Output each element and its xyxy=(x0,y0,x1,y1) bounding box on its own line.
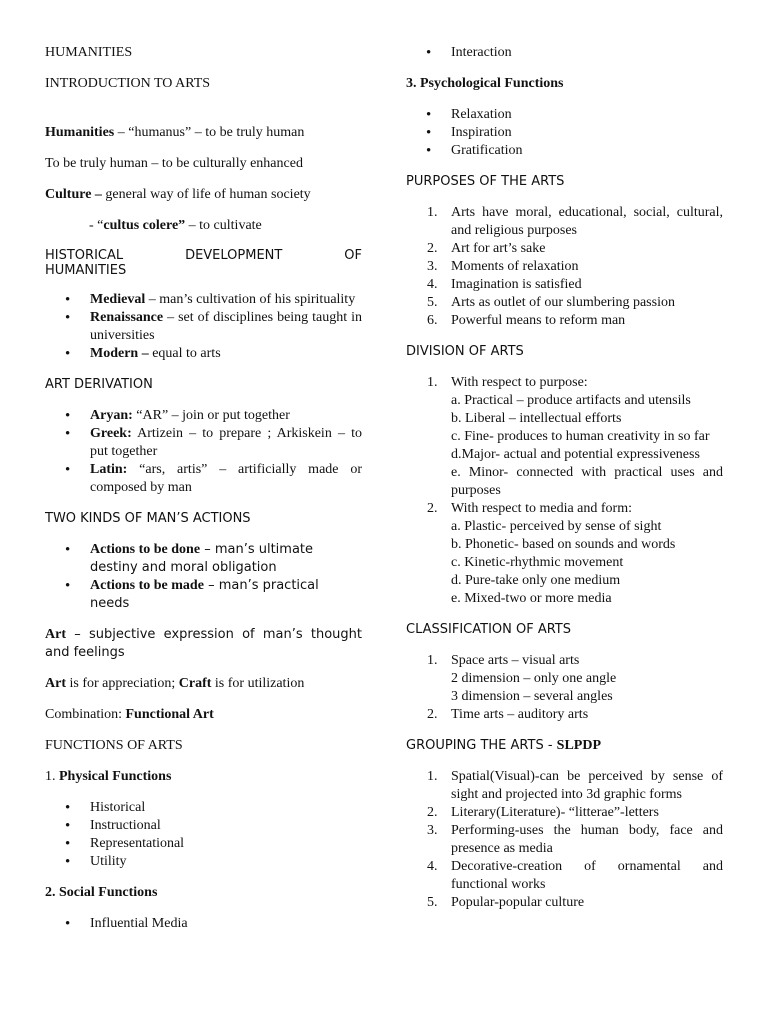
list-item: 5. Popular-popular culture xyxy=(427,895,585,910)
list-item: 6. Powerful means to reform man xyxy=(427,313,626,328)
classification-list xyxy=(406,652,723,724)
item-text: Time arts – auditory arts xyxy=(451,707,589,722)
item-term: Aryan: xyxy=(90,408,133,423)
list-item: 3. Moments of relaxation xyxy=(427,259,579,274)
list-item: • Gratification xyxy=(406,142,723,160)
list-item: 4. Decorative-creation of ornamental and functional works xyxy=(427,859,723,892)
list-item: 2. Literary(Literature)- “litterae”-letters xyxy=(427,805,659,820)
humanities-def: – “humanus” – to be truly human xyxy=(114,125,305,140)
item-term: Modern – xyxy=(90,346,149,361)
sub-item: b. Phonetic- based on sounds and words xyxy=(451,537,676,552)
appreciation-line xyxy=(45,675,362,693)
culture-term: Culture – xyxy=(45,187,102,202)
list-item: • Utility xyxy=(45,853,362,871)
list-item: 1. Arts have moral, educational, social, cultural, and religious purposes xyxy=(427,205,723,238)
combination-label: Combination: xyxy=(45,707,126,722)
sub-item: 3 dimension – several angles xyxy=(451,689,613,704)
item-term: Actions to be done xyxy=(90,542,201,557)
list-item: 5. Arts as outlet of our slumbering passion xyxy=(427,295,675,310)
item-text: Arts have moral, educational, social, cultural, and religious purposes xyxy=(451,205,723,238)
sub-item: e. Mixed-two or more media xyxy=(451,591,612,606)
art-definition xyxy=(45,626,362,662)
item-text: With respect to media and form: xyxy=(451,501,632,516)
item-def: equal to arts xyxy=(148,346,221,361)
historical-heading-word: HISTORICAL xyxy=(45,248,124,263)
culture-def: general way of life of human society xyxy=(101,187,311,202)
list-item: 2. With respect to media and form: a. Plastic- perceived by sense of sight b. Phonetic- based on sounds and words c. Kinetic-rhythmic movement d. Pure-take only one medium e. Mixed-two or more media xyxy=(406,500,723,608)
item-text: Popular-popular culture xyxy=(451,895,585,910)
list-item: 3. Performing-uses the human body, face and presence as media xyxy=(427,823,723,856)
item-def: “AR” – join or put together xyxy=(132,408,290,423)
cultus-definition xyxy=(45,217,362,235)
classification-heading: CLASSIFICATION OF ARTS xyxy=(406,622,572,637)
item-text: Art for art’s sake xyxy=(451,241,546,256)
combination-line xyxy=(45,706,362,724)
sub-item: c. Kinetic-rhythmic movement xyxy=(451,555,624,570)
historical-heading-line2: HUMANITIES xyxy=(45,263,127,278)
list-item: 4. Imagination is satisfied xyxy=(427,277,582,292)
item-def: “ars, artis” – artificially made or composed by man xyxy=(90,462,362,495)
craft-word: Craft xyxy=(178,676,212,691)
division-heading: DIVISION OF ARTS xyxy=(406,344,524,359)
actions-heading: TWO KINDS OF MAN’S ACTIONS xyxy=(45,511,251,526)
item-def: – man’s practical needs xyxy=(90,578,319,611)
sub-item: a. Plastic- perceived by sense of sight xyxy=(451,519,662,534)
list-item: • Representational xyxy=(45,835,362,853)
item-text: Powerful means to reform man xyxy=(451,313,626,328)
grouping-acronym: SLPDP xyxy=(556,738,601,753)
item-term: Latin: xyxy=(90,462,128,477)
list-item xyxy=(45,345,362,363)
cultus-term: cultus colere” xyxy=(103,218,186,233)
item-def: – man’s cultivation of his spirituality xyxy=(145,292,356,307)
item-text: Performing-uses the human body, face and presence as media xyxy=(451,823,723,856)
list-item: 2. Art for art’s sake xyxy=(427,241,546,256)
list-item: • Interaction xyxy=(406,44,723,62)
list-item xyxy=(45,461,362,497)
item-def: – set of disciplines being taught in universities xyxy=(90,310,362,343)
sub-item: a. Practical – produce artifacts and utensils xyxy=(451,393,691,408)
utilization-text: is for utilization xyxy=(211,676,305,691)
sub-item: c. Fine- produces to human creativity in so far xyxy=(451,429,710,444)
social-title: 2. Social Functions xyxy=(45,885,158,900)
left-column xyxy=(45,44,362,946)
truly-human-definition: To be truly human – to be culturally enhanced xyxy=(45,156,303,171)
item-term: Renaissance xyxy=(90,310,164,325)
item-text: Decorative-creation of ornamental and functional works xyxy=(451,859,723,892)
sub-item: 2 dimension – only one angle xyxy=(451,671,617,686)
physical-heading xyxy=(45,768,362,786)
list-item: 2. Time arts – auditory arts xyxy=(427,707,589,722)
item-text: Literary(Literature)- “litterae”-letters xyxy=(451,805,659,820)
item-def: Artizein – to prepare ; Arkiskein – to put together xyxy=(90,426,362,459)
sub-item: d.Major- actual and potential expressiveness xyxy=(451,447,700,462)
list-item: • Historical xyxy=(45,799,362,817)
item-text: Moments of relaxation xyxy=(451,259,579,274)
document-subtitle: INTRODUCTION TO ARTS xyxy=(45,76,211,91)
social-list xyxy=(45,915,362,933)
grouping-heading xyxy=(406,737,723,755)
list-item: 1. Spatial(Visual)-can be perceived by sense of sight and projected into 3d graphic forms xyxy=(427,769,723,802)
historical-heading xyxy=(45,248,362,278)
item-term: Actions to be made xyxy=(90,578,204,593)
cultus-def: – to cultivate xyxy=(185,218,262,233)
list-item xyxy=(45,291,362,309)
grouping-list xyxy=(406,768,723,912)
art-def: – subjective expression of man’s thought and feelings xyxy=(45,627,362,660)
purposes-list xyxy=(406,204,723,330)
list-item xyxy=(45,309,362,345)
item-def: – man’s ultimate destiny and moral obligation xyxy=(90,542,314,575)
art-word: Art xyxy=(45,676,66,691)
actions-list xyxy=(45,541,362,613)
list-item xyxy=(45,577,362,613)
historical-heading-word: DEVELOPMENT xyxy=(185,248,283,263)
physical-list xyxy=(45,799,362,871)
cultus-prefix: - “ xyxy=(89,218,104,233)
list-item: • Inspiration xyxy=(406,124,723,142)
social-list-continued xyxy=(406,44,723,62)
art-term: Art xyxy=(45,627,66,642)
item-text: Space arts – visual arts xyxy=(451,653,580,668)
item-term: Greek: xyxy=(90,426,132,441)
list-item: 1. With respect to purpose: a. Practical – produce artifacts and utensils b. Liberal – intellectual efforts c. Fine- produces to human creativity in so far d.Major- actual and potential expressiveness e. Minor- connected with practical uses and purposes xyxy=(427,375,723,498)
physical-number: 1. xyxy=(45,769,59,784)
purposes-heading: PURPOSES OF THE ARTS xyxy=(406,174,565,189)
social-heading xyxy=(45,884,362,902)
combination-value: Functional Art xyxy=(125,707,214,722)
sub-item: b. Liberal – intellectual efforts xyxy=(451,411,622,426)
historical-heading-word: OF xyxy=(344,248,362,263)
list-item xyxy=(45,425,362,461)
list-item: 1. Space arts – visual arts 2 dimension – only one angle 3 dimension – several angles xyxy=(406,652,723,706)
grouping-title: GROUPING THE ARTS - xyxy=(406,738,557,753)
humanities-term: Humanities xyxy=(45,125,115,140)
list-item: • Influential Media xyxy=(45,915,362,933)
historical-list xyxy=(45,291,362,363)
document-title: HUMANITIES xyxy=(45,45,133,60)
list-item xyxy=(45,407,362,425)
humanities-definition xyxy=(45,124,362,142)
psych-title: 3. Psychological Functions xyxy=(406,76,564,91)
sub-item: e. Minor- connected with practical uses and purposes xyxy=(451,465,723,498)
item-term: Medieval xyxy=(90,292,146,307)
item-text: Arts as outlet of our slumbering passion xyxy=(451,295,675,310)
derivation-list xyxy=(45,407,362,497)
item-text: Imagination is satisfied xyxy=(451,277,582,292)
list-item: • Relaxation xyxy=(406,106,723,124)
psych-heading xyxy=(406,75,723,93)
culture-definition xyxy=(45,186,362,204)
appreciation-text: is for appreciation; xyxy=(66,676,179,691)
physical-title: Physical Functions xyxy=(59,769,172,784)
list-item: • Instructional xyxy=(45,817,362,835)
item-text: Spatial(Visual)-can be perceived by sense of sight and projected into 3d graphic forms xyxy=(451,769,723,802)
division-list xyxy=(406,374,723,608)
psych-list xyxy=(406,106,723,160)
sub-item: d. Pure-take only one medium xyxy=(451,573,621,588)
item-text: With respect to purpose: xyxy=(451,375,588,390)
derivation-heading: ART DERIVATION xyxy=(45,377,153,392)
list-item xyxy=(45,541,362,577)
right-column xyxy=(406,44,723,925)
functions-heading: FUNCTIONS OF ARTS xyxy=(45,738,183,753)
